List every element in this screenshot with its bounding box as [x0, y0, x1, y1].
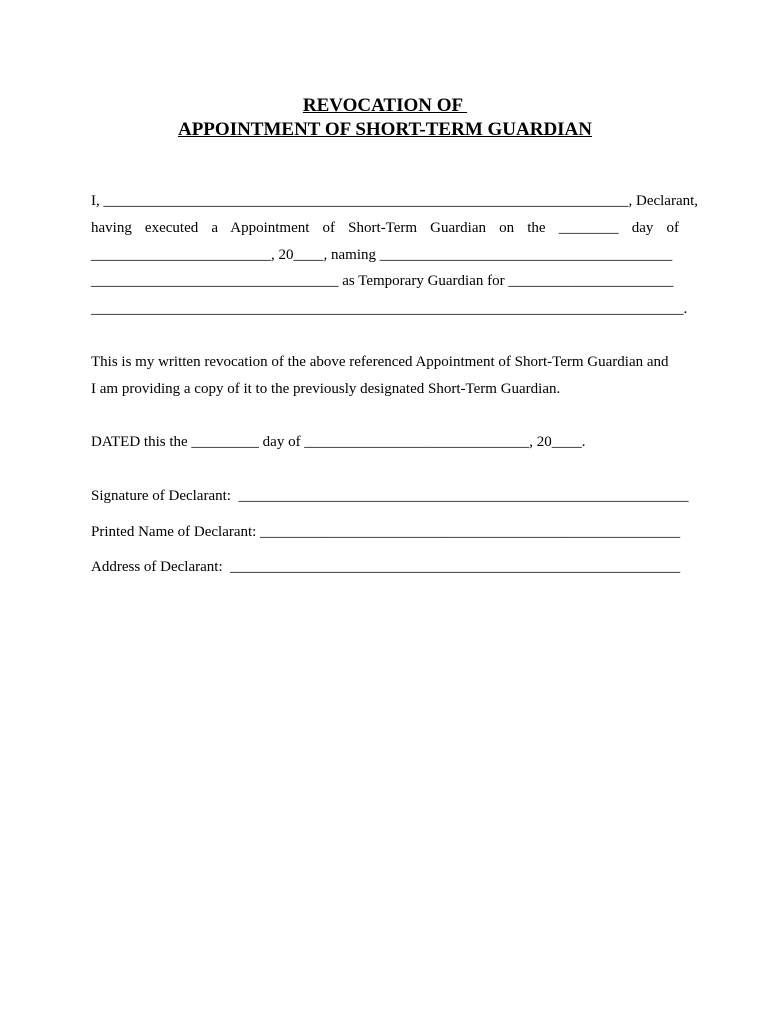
declarant-name-line: I, ______________________________________________________________________, Declarant, — [91, 193, 699, 209]
naming-line: ________________________, 20____, naming _______________________________________ — [91, 247, 673, 263]
execution-date-line: having executed a Appointment of Short-Term Guardian on the ________ day of — [91, 220, 679, 236]
revocation-statement-line1: This is my written revocation of the above referenced Appointment of Short-Term Guardian and — [91, 354, 669, 370]
document-title-line1: REVOCATION OF — [302, 95, 468, 116]
revocation-statement-line2: I am providing a copy of it to the previously designated Short-Term Guardian. — [91, 381, 561, 397]
child-name-line: _______________________________________________________________________________. — [91, 301, 688, 317]
address-line: Address of Declarant: ____________________________________________________________ — [91, 559, 681, 575]
document-title-line2: APPOINTMENT OF SHORT-TERM GUARDIAN — [177, 119, 593, 140]
temporary-guardian-line: _________________________________ as Temporary Guardian for ______________________ — [91, 273, 674, 289]
dated-line: DATED this the _________ day of ______________________________, 20____. — [91, 434, 586, 450]
printed-name-line: Printed Name of Declarant: ________________________________________________________ — [91, 524, 681, 540]
signature-line: Signature of Declarant: ____________________________________________________________ — [91, 488, 689, 504]
